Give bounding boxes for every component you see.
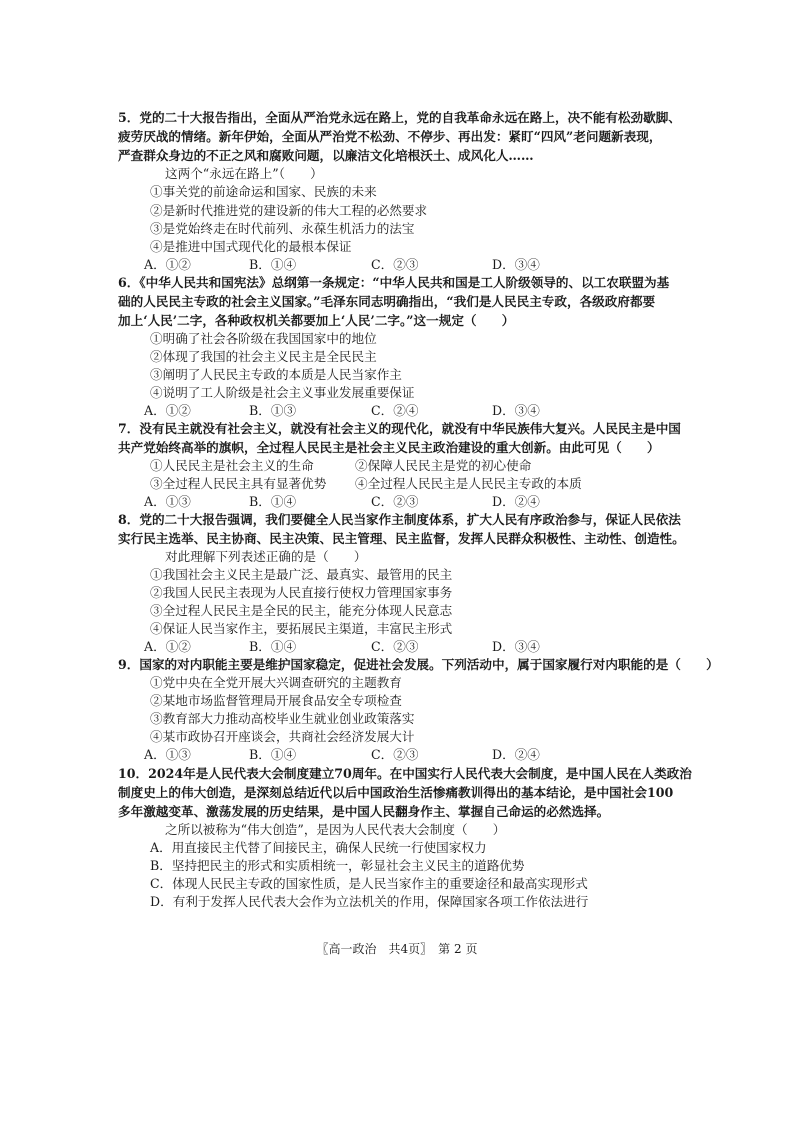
q10-option-b[interactable]: B．坚持把民主的形式和实质相统一，彰显社会主义民主的道路优势 xyxy=(150,858,525,873)
q10-option-c[interactable]: C．体现人民民主专政的国家性质，是人民当家作主的重要途径和最高实现形式 xyxy=(150,876,588,891)
q5-prompt: 这两个“永远在路上”（ ） xyxy=(165,166,323,181)
q9-option-a[interactable]: A．①③ xyxy=(144,747,191,762)
q6-option-d[interactable]: D．③④ xyxy=(492,403,540,418)
q5-option-b[interactable]: B．①④ xyxy=(249,257,297,272)
q10-option-d[interactable]: D．有利于发挥人民代表大会作为立法机关的作用，保障国家各项工作依法进行 xyxy=(150,894,589,909)
q7-stem-line: 共产党始终高举的旗帜，全过程人民民主是社会主义民主政治建设的重大创新。由此可见（ ） xyxy=(118,440,660,455)
q7-item: ②保障人民民主是党的初心使命 xyxy=(355,458,532,473)
page-footer: 〖高一政治 共4页〗 第 2 页 xyxy=(316,942,478,956)
q10-stem-line: 制度史上的伟大创造，是深刻总结近代以后中国政治生活惨痛教训得出的基本结论，是中国社会100 xyxy=(118,785,674,800)
q6-item: ②体现了我国的社会主义民主是全民民主 xyxy=(150,349,377,364)
q7-option-c[interactable]: C．②③ xyxy=(371,494,419,509)
q9-item: ①党中央在全党开展大兴调查研究的主题教育 xyxy=(150,675,402,690)
q7-option-b[interactable]: B．①④ xyxy=(249,494,297,509)
q6-option-b[interactable]: B．①③ xyxy=(249,403,297,418)
q9-item: ④某市政协召开座谈会，共商社会经济发展大计 xyxy=(150,729,415,744)
q10-stem-line: 10．2024年是人民代表大会制度建立70周年。在中国实行人民代表大会制度，是中国人民在人类政治 xyxy=(118,766,692,781)
q10-stem-line: 多年激越变革、激荡发展的历史结果，是中国人民翻身作主、掌握自己命运的必然选择。 xyxy=(118,804,610,819)
q6-stem-line: 6．《中华人民共和国宪法》总纲第一条规定：“中华人民共和国是工人阶级领导的、以工农联盟为基 xyxy=(118,275,670,290)
q7-item: ①人民民主是社会主义的生命 xyxy=(150,458,314,473)
q10-prompt: 之所以被称为“伟大创造”，是因为人民代表大会制度（ ） xyxy=(165,822,506,837)
q7-option-d[interactable]: D．②④ xyxy=(492,494,540,509)
q6-item: ③阐明了人民民主专政的本质是人民当家作主 xyxy=(150,367,402,382)
q9-option-d[interactable]: D．②④ xyxy=(492,747,540,762)
q5-item: ③是党始终走在时代前列、永葆生机活力的法宝 xyxy=(150,221,415,236)
q9-stem-line: 9．国家的对内职能主要是维护国家稳定，促进社会发展。下列活动中，属于国家履行对内职能的是（ ） xyxy=(118,657,719,672)
q5-option-c[interactable]: C．②③ xyxy=(371,257,419,272)
q5-option-d[interactable]: D．③④ xyxy=(492,257,540,272)
q8-item: ①我国社会主义民主是最广泛、最真实、最管用的民主 xyxy=(150,567,453,582)
q9-option-b[interactable]: B．①④ xyxy=(249,747,297,762)
q7-stem-line: 7．没有民主就没有社会主义，就没有社会主义的现代化，就没有中华民族伟大复兴。人民民主是中国 xyxy=(118,421,681,436)
q5-stem-line: 疲劳厌战的情绪。新年伊始，全面从严治党不松劲、不停步、再出发：紧盯“四风”老问题新表现， xyxy=(118,129,662,144)
q6-item: ①明确了社会各阶级在我国国家中的地位 xyxy=(150,331,377,346)
q8-stem-line: 8．党的二十大报告强调，我们要健全人民当家作主制度体系，扩大人民有序政治参与，保证人民依法 xyxy=(118,512,681,527)
q9-option-c[interactable]: C．②③ xyxy=(371,747,419,762)
q9-item: ③教育部大力推动高校毕业生就业创业政策落实 xyxy=(150,711,415,726)
q7-item: ④全过程人民民主是人民民主专政的本质 xyxy=(355,476,582,491)
q8-item: ②我国人民民主表现为人民直接行使权力管理国家事务 xyxy=(150,585,453,600)
q5-stem-line: 5．党的二十大报告指出，全面从严治党永远在路上，党的自我革命永远在路上，决不能有松劲歇脚、 xyxy=(118,110,681,125)
q8-option-d[interactable]: D．③④ xyxy=(492,639,540,654)
q10-option-a[interactable]: A．用直接民主代替了间接民主，确保人民统一行使国家权力 xyxy=(150,840,487,855)
q6-stem-line: 加上‘人民’二字，各种政权机关都要加上‘人民’二字。”这一规定（ ） xyxy=(118,313,515,328)
q5-option-a[interactable]: A．①② xyxy=(144,257,191,272)
q5-item: ②是新时代推进党的建设新的伟大工程的必然要求 xyxy=(150,203,428,218)
q6-option-a[interactable]: A．①② xyxy=(144,403,191,418)
q8-option-c[interactable]: C．②③ xyxy=(371,639,419,654)
q7-item: ③全过程人民民主具有显著优势 xyxy=(150,476,327,491)
q8-prompt: 对此理解下列表述正确的是（ ） xyxy=(165,549,367,564)
q8-item: ④保证人民当家作主，要拓展民主渠道，丰富民主形式 xyxy=(150,621,453,636)
q6-stem-line: 础的人民民主专政的社会主义国家。”毛泽东同志明确指出，“我们是人民民主专政，各级政府都要 xyxy=(118,294,656,309)
q5-stem-line: 严查群众身边的不正之风和腐败问题，以廉洁文化培根沃土、成风化人…… xyxy=(118,148,534,163)
q5-item: ①事关党的前途命运和国家、民族的未来 xyxy=(150,184,377,199)
q8-option-b[interactable]: B．①④ xyxy=(249,639,297,654)
q6-option-c[interactable]: C．②④ xyxy=(371,403,419,418)
q5-item: ④是推进中国式现代化的最根本保证 xyxy=(150,239,352,254)
q8-option-a[interactable]: A．①② xyxy=(144,639,191,654)
q7-option-a[interactable]: A．①③ xyxy=(144,494,191,509)
q9-item: ②某地市场监督管理局开展食品安全专项检查 xyxy=(150,693,402,708)
q6-item: ④说明了工人阶级是社会主义事业发展重要保证 xyxy=(150,385,415,400)
q8-item: ③全过程人民民主是全民的民主，能充分体现人民意志 xyxy=(150,603,453,618)
q8-stem-line: 实行民主选举、民主协商、民主决策、民主管理、民主监督，发挥人民群众积极性、主动性、创造性。 xyxy=(118,531,685,546)
